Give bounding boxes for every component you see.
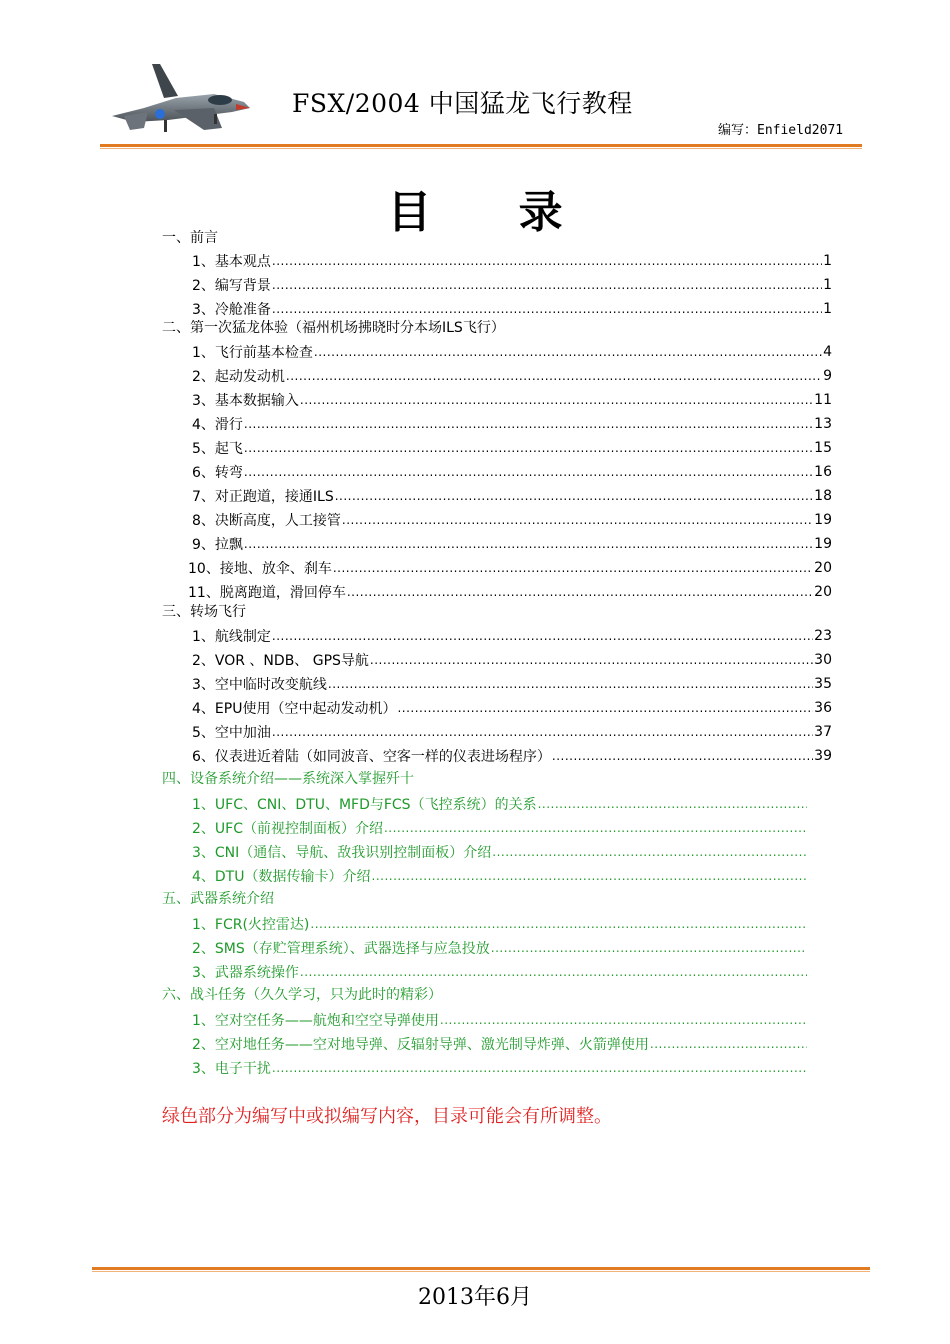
toc-entry[interactable] [192,485,832,507]
toc-section-label: 三、转场飞行 [162,604,246,620]
toc-entry-label: 2、起动发动机 [192,369,285,385]
toc-entry[interactable] [192,365,832,387]
toc-section-label: 二、第一次猛龙体验（福州机场拂晓时分本场ILS飞行） [162,320,505,336]
toc-page-number: 1 [823,253,832,269]
toc-entry[interactable] [188,581,832,603]
toc-entry-label: 8、决断高度，人工接管 [192,513,341,529]
toc-leader-dots [272,629,813,643]
toc-leader-dots [300,965,807,979]
toc-entry-draft[interactable] [192,913,808,935]
footer-divider-thin [92,1271,870,1272]
toc-entry-draft[interactable] [192,793,808,815]
toc-section-combat[interactable] [162,983,442,1005]
toc-leader-dots [328,677,813,691]
toc-section-equipment[interactable] [162,767,414,789]
toc-entry[interactable] [192,437,832,459]
toc-entry-label: 1、基本观点 [192,254,271,270]
toc-leader-dots [538,797,807,811]
toc-entry-label: 4、滑行 [192,417,243,433]
draft-note: 绿色部分为编写中或拟编写内容，目录可能会有所调整。 [162,1106,612,1127]
toc-entry-label: 3、武器系统操作 [192,965,299,981]
toc-page-number: 23 [814,628,832,644]
toc-entry[interactable] [192,341,832,363]
toc-entry-draft[interactable] [192,865,808,887]
toc-page-number: 19 [814,512,832,528]
toc-leader-dots [272,1061,807,1075]
toc-entry-label: 2、编写背景 [192,278,271,294]
toc-entry-draft[interactable] [192,1009,808,1031]
toc-page-number: 39 [814,748,832,764]
toc-entry[interactable] [192,673,832,695]
toc-entry-label: 5、空中加油 [192,725,271,741]
toc-page-number: 18 [814,488,832,504]
toc-entry-label: 4、DTU（数据传输卡）介绍 [192,869,371,885]
toc-section-preface[interactable] [162,226,218,248]
toc-leader-dots [650,1037,807,1051]
toc-page-number: 1 [823,277,832,293]
toc-leader-dots [272,278,822,292]
toc-leader-dots [342,513,813,527]
toc-section-label: 一、前言 [162,230,218,246]
toc-entry-label: 5、起飞 [192,441,243,457]
toc-heading: 目 录 [387,187,599,238]
toc-entry-label: 1、航线制定 [192,629,271,645]
toc-entry-label: 6、转弯 [192,465,243,481]
toc-leader-dots [244,417,813,431]
toc-entry-label: 3、基本数据输入 [192,393,299,409]
toc-page-number: 15 [814,440,832,456]
toc-leader-dots [314,345,822,359]
toc-entry-label: 3、电子干扰 [192,1061,271,1077]
toc-entry-label: 1、UFC、CNI、DTU、MFD与FCS（飞控系统）的关系 [192,797,537,813]
toc-leader-dots [384,821,807,835]
toc-leader-dots [300,393,813,407]
toc-entry[interactable] [192,697,832,719]
toc-entry[interactable] [192,250,832,272]
toc-entry-draft[interactable] [192,841,808,863]
fighter-jet-icon [104,58,252,138]
toc-leader-dots [272,302,822,316]
toc-page-number: 30 [814,652,832,668]
footer-divider [92,1267,870,1270]
toc-leader-dots [310,917,807,931]
toc-entry[interactable] [192,274,832,296]
toc-entry-draft[interactable] [192,817,808,839]
toc-entry[interactable] [192,649,832,671]
toc-leader-dots [244,537,813,551]
toc-entry-label: 3、冷舱准备 [192,302,271,318]
toc-page-number: 9 [823,368,832,384]
toc-entry-label: 2、空对地任务——空对地导弹、反辐射导弹、激光制导炸弹、火箭弹使用 [192,1037,649,1053]
toc-leader-dots [272,254,822,268]
toc-entry-label: 11、脱离跑道，滑回停车 [188,585,346,601]
toc-leader-dots [333,561,813,575]
publication-date: 2013年6月 [418,1285,532,1310]
toc-page-number: 36 [814,700,832,716]
toc-entry[interactable] [192,389,832,411]
toc-page-number: 4 [823,344,832,360]
toc-entry-label: 7、对正跑道，接通ILS [192,489,334,505]
toc-entry-draft[interactable] [192,961,808,983]
toc-entry[interactable] [188,557,832,579]
toc-entry-label: 2、VOR 、NDB、 GPS导航 [192,653,369,669]
toc-leader-dots [286,369,822,383]
toc-leader-dots [492,845,807,859]
toc-page-number: 35 [814,676,832,692]
toc-entry-label: 1、FCR(火控雷达) [192,917,310,933]
toc-entry[interactable] [192,509,832,531]
document-title: FSX/2004 中国猛龙飞行教程 [292,89,633,118]
toc-leader-dots [244,465,813,479]
toc-section-label: 四、设备系统介绍——系统深入掌握歼十 [162,771,414,787]
toc-leader-dots [372,869,808,883]
header-divider-thin [100,148,862,149]
toc-entry-label: 6、仪表进近着陆（如同波音、空客一样的仪表进场程序） [192,749,551,765]
toc-entry-label: 1、飞行前基本检查 [192,345,313,361]
toc-section-cross-country[interactable] [162,600,246,622]
toc-leader-dots [335,489,813,503]
toc-entry-draft[interactable] [192,1033,808,1055]
header-divider [100,144,862,147]
toc-leader-dots [347,585,813,599]
toc-section-label: 六、战斗任务（久久学习，只为此时的精彩） [162,987,442,1003]
toc-entry[interactable] [192,413,832,435]
toc-page-number: 13 [814,416,832,432]
toc-leader-dots [244,441,813,455]
toc-entry-draft[interactable] [192,1057,808,1079]
toc-entry-label: 3、空中临时改变航线 [192,677,327,693]
toc-entry-label: 10、接地、放伞、刹车 [188,561,332,577]
toc-entry[interactable] [192,461,832,483]
toc-entry-label: 1、空对空任务——航炮和空空导弹使用 [192,1013,439,1029]
author-credit: 编写：Enfield2071 [718,123,844,138]
toc-page-number: 20 [814,560,832,576]
toc-leader-dots [440,1013,807,1027]
toc-entry-label: 2、SMS（存贮管理系统）、武器选择与应急投放 [192,941,490,957]
toc-entry-label: 4、EPU使用（空中起动发动机） [192,701,397,717]
toc-leader-dots [272,725,813,739]
toc-entry[interactable] [192,745,832,767]
toc-page-number: 19 [814,536,832,552]
toc-entry[interactable] [192,625,832,647]
toc-page-number: 1 [823,301,832,317]
toc-section-label: 五、武器系统介绍 [162,891,274,907]
toc-page-number: 16 [814,464,832,480]
toc-leader-dots [370,653,813,667]
toc-entry-draft[interactable] [192,937,808,959]
toc-page-number: 11 [814,392,832,408]
toc-leader-dots [552,749,813,763]
toc-entry[interactable] [192,721,832,743]
toc-section-weapons[interactable] [162,887,274,909]
toc-leader-dots [491,941,807,955]
toc-entry-label: 9、拉飘 [192,537,243,553]
toc-page-number: 37 [814,724,832,740]
toc-page-number: 20 [814,584,832,600]
toc-entry-label: 2、UFC（前视控制面板）介绍 [192,821,383,837]
toc-entry-label: 3、CNI（通信、导航、敌我识别控制面板）介绍 [192,845,492,861]
toc-section-first-flight[interactable] [162,316,505,338]
toc-leader-dots [397,701,813,715]
toc-entry[interactable] [192,533,832,555]
